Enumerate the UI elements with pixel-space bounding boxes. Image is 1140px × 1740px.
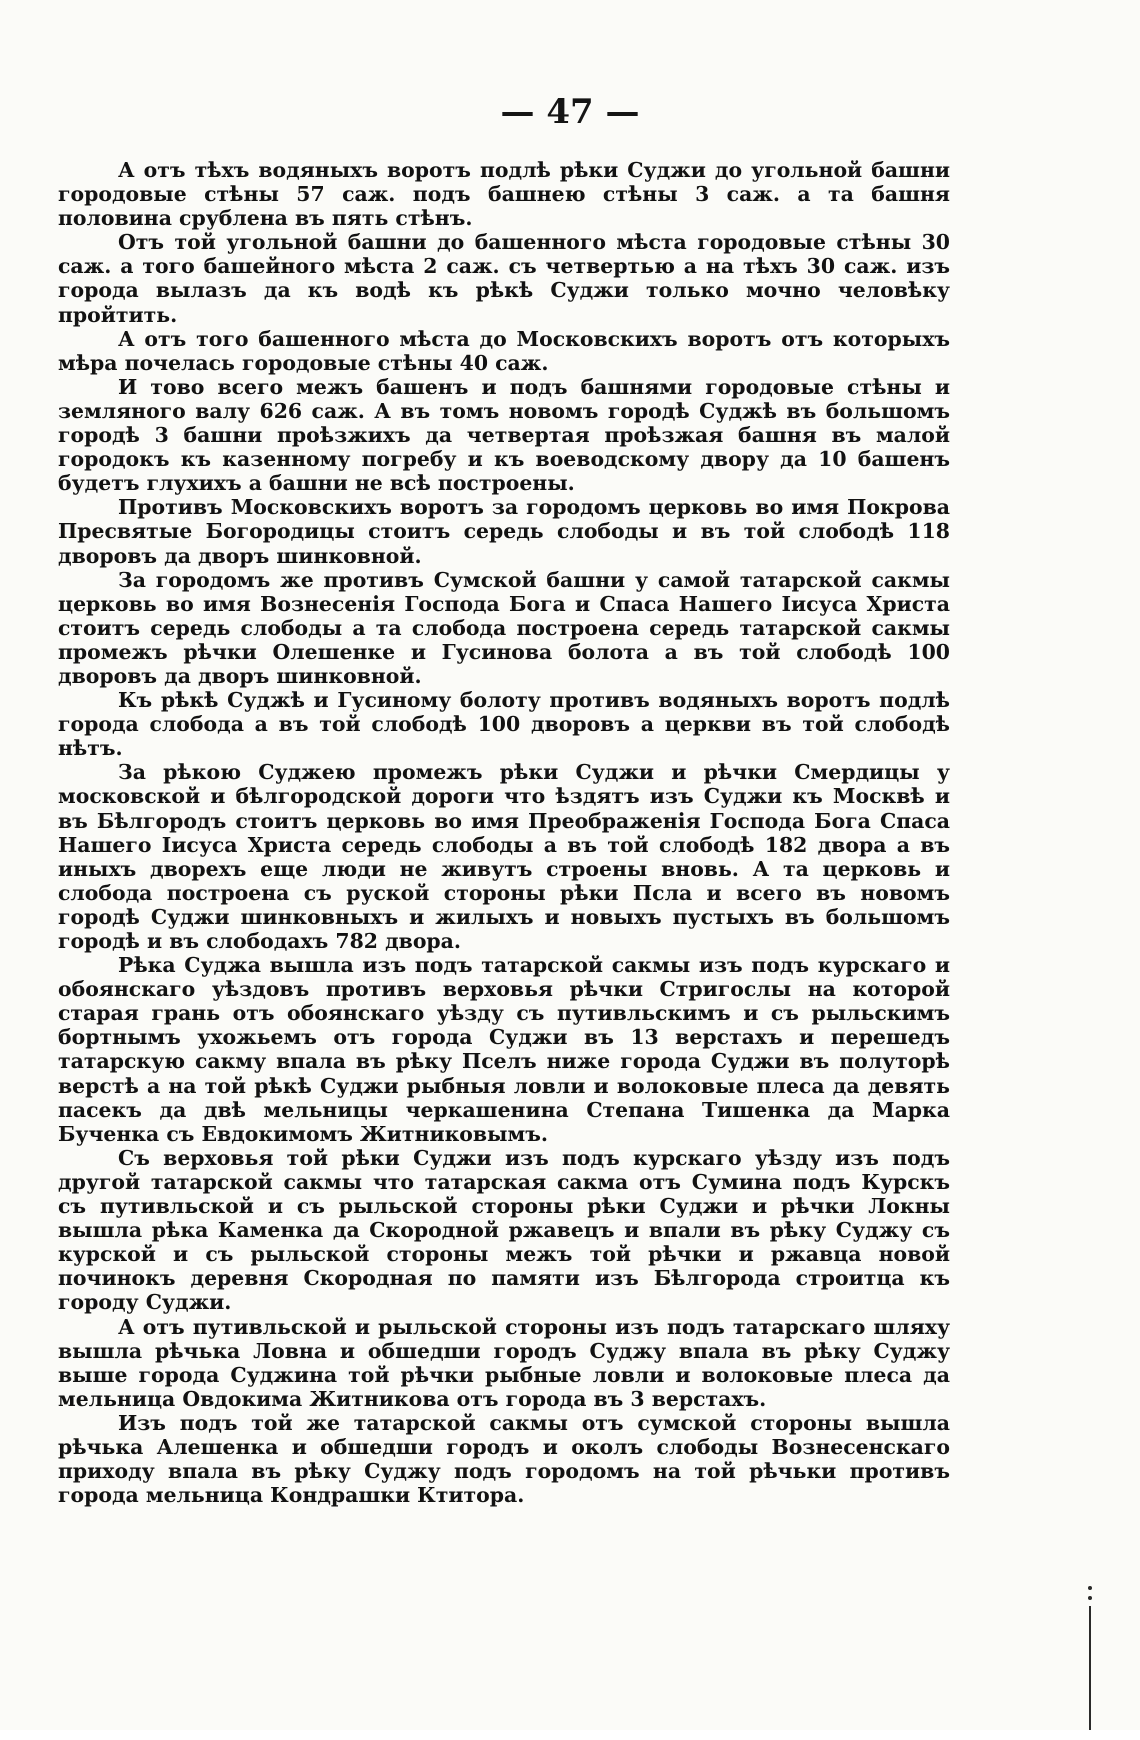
paragraph: Изъ подъ той же татарской сакмы отъ сумской стороны вышла рѣчька Алешенка и обшедши городъ и околъ слободы Вознесенскаго приходу впала въ рѣку Суджу подъ городомъ на той рѣчьки противъ города мельница Кондрашки Ктитора.	[58, 1410, 950, 1508]
paragraph: И тово всего межъ башенъ и подъ башнями городовые стѣны и земляного валу 626 саж. А въ томъ новомъ городѣ Суджѣ въ большомъ городѣ 3 башни проѣзжихъ да четвертая проѣзжая башня въ малой городокъ къ казенному погребу и къ воеводскому двору да 10 башенъ будетъ глухихъ а башни не всѣ построены.	[58, 374, 950, 496]
margin-dot	[1088, 1596, 1092, 1600]
margin-bar	[1089, 1606, 1091, 1730]
paragraph: За городомъ же противъ Сумской башни у самой татарской сакмы церковь во имя Вознесенія Господа Бога и Спаса Нашего Іисуса Христа стоитъ середь слободы а та слобода построена середь татарской сакмы промежъ рѣчки Олешенке и Гусинова болота а въ той слободѣ 100 дворовъ да дворъ шинковной.	[58, 567, 950, 688]
paragraph: Отъ той угольной башни до башенного мѣста городовые стѣны 30 саж. а того башейного мѣста 2 саж. съ четвертью а на тѣхъ 30 саж. изъ города вылазъ да къ водѣ къ рѣкѣ Суджи только мочно человѣку пройтить.	[58, 230, 950, 327]
paragraph: А отъ тѣхъ водяныхъ воротъ подлѣ рѣки Суджи до угольной башни городовые стѣны 57 саж. подъ башнею стѣны 3 саж. а та башня половина срублена въ пять стѣнъ.	[58, 158, 950, 231]
margin-mark	[1088, 1580, 1092, 1740]
body-text	[58, 158, 950, 1507]
paragraph: За рѣкою Суджею промежъ рѣки Суджи и рѣчки Смердицы у московской и бѣлгородской дороги что ѣздятъ изъ Суджи къ Москвѣ и въ Бѣлгородъ стоитъ церковь во имя Преображенія Господа Бога Спаса Нашего Іисуса Христа середь слободы а въ той слободѣ 182 двора а въ иныхъ дворехъ еще люди не живутъ строены вновь. А та церковь и слобода построена съ руской стороны рѣки Псла и всего въ новомъ городѣ Суджи шинковныхъ и жилыхъ и новыхъ пустыхъ въ большомъ городѣ и въ слободахъ 782 двора.	[58, 760, 950, 953]
paragraph: Противъ Московскихъ воротъ за городомъ церковь во имя Покрова Пресвятые Богородицы стоитъ середь слободы и въ той слободѣ 118 дворовъ да дворъ шинковной.	[58, 495, 950, 568]
margin-dot	[1088, 1586, 1092, 1590]
paragraph: А отъ того башенного мѣста до Московскихъ воротъ отъ которыхъ мѣра почелась городовые стѣны 40 саж.	[58, 326, 950, 375]
paragraph: А отъ путивльской и рыльской стороны изъ подъ татарскаго шляху вышла рѣчька Ловна и обшедши городъ Суджу впала въ рѣку Суджу выше города Суджина той рѣчки рыбные ловли и волоковые плеса да мельница Овдокима Житникова отъ города въ 3 верстахъ.	[58, 1314, 950, 1411]
page-number: — 47 —	[500, 92, 640, 132]
paragraph: Къ рѣкѣ Суджѣ и Гусиному болоту противъ водяныхъ воротъ подлѣ города слобода а въ той слободѣ 100 дворовъ а церкви въ той слободѣ нѣтъ.	[58, 688, 950, 761]
paragraph: Съ верховья той рѣки Суджи изъ подъ курскаго уѣзду изъ подъ другой татарской сакмы что татарская сакма отъ Сумина подъ Курскъ съ путивльской и съ рыльской стороны рѣки Суджи и рѣчки Локны вышла рѣка Каменка да Скородной ржавецъ и впали въ рѣку Суджу съ курской и съ рыльской стороны межъ той рѣчки и ржавца новой починокъ деревня Скородная по памяти изъ Бѣлгорода строитца къ городу Суджи.	[58, 1145, 950, 1315]
paragraph: Рѣка Суджа вышла изъ подъ татарской сакмы изъ подъ курскаго и обоянскаго уѣздовъ противъ верховья рѣчки Стригослы на которой старая грань отъ обоянскаго уѣзду съ путивльскимъ и съ рыльскимъ бортнымъ ухожьемъ отъ города Суджи въ 13 верстахъ и перешедъ татарскую сакму впала въ рѣку Пселъ ниже города Суджи въ полуторѣ верстѣ а на той рѣкѣ Суджи рыбныя ловли и волоковые плеса да девять пасекъ да двѣ мельницы черкашенина Степана Тишенка да Марка Бученка съ Евдокимомъ Житниковымъ.	[58, 953, 950, 1146]
